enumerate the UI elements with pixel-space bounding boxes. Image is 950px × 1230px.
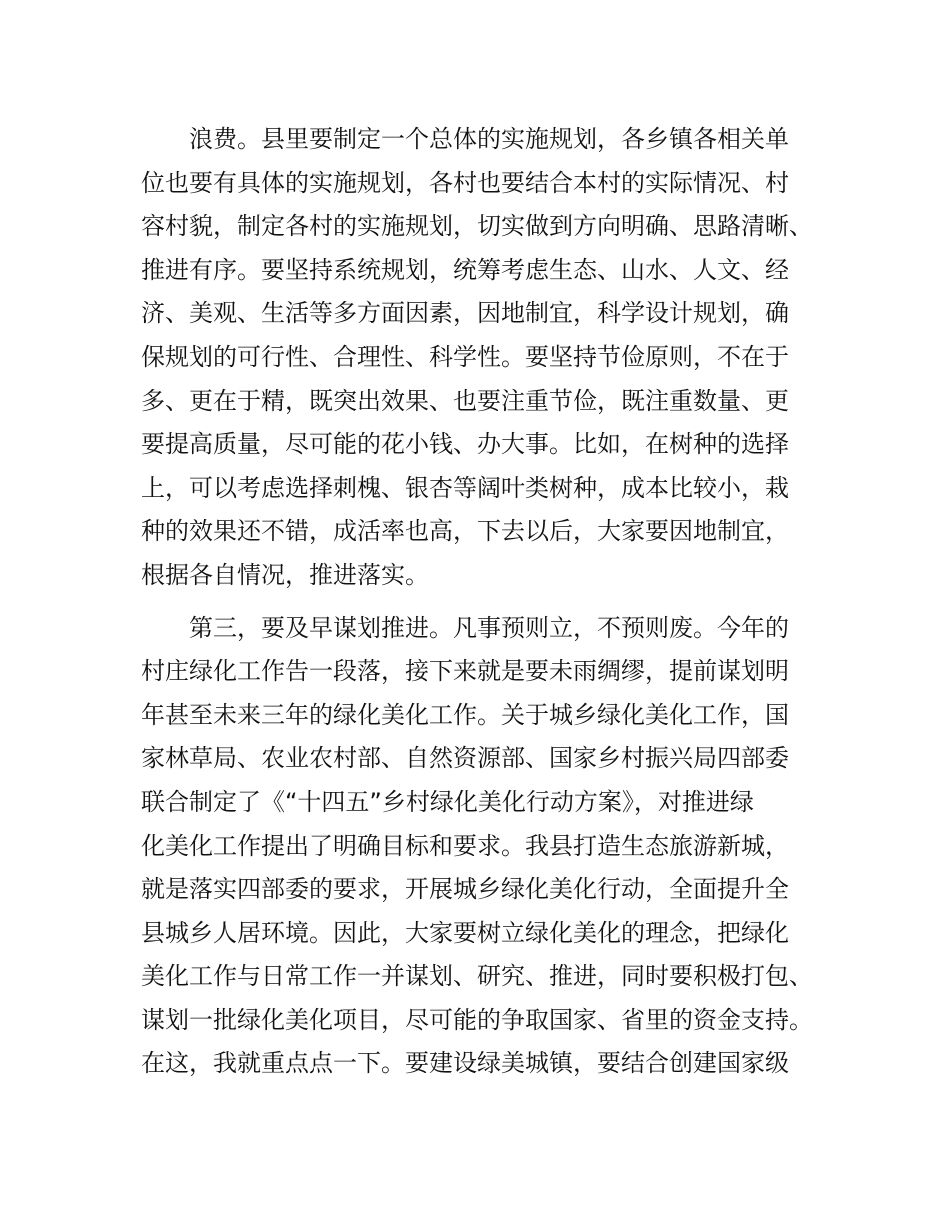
text-line: 根据各自情况，推进落实。 xyxy=(141,560,429,589)
text-line: 位也要有具体的实施规划，各村也要结合本村的实际情况、村 xyxy=(141,168,789,197)
text-line: 济、美观、生活等多方面因素，因地制宜，科学设计规划，确 xyxy=(141,299,789,328)
text-line: 谋划一批绿化美化项目，尽可能的争取国家、省里的资金支持。 xyxy=(141,1005,813,1034)
text-line: 容村貌，制定各村的实施规划，切实做到方向明确、思路清晰、 xyxy=(141,212,813,241)
text-line: 家林草局、农业农村部、自然资源部、国家乡村振兴局四部委 xyxy=(141,744,789,773)
text-line: 县城乡人居环境。因此，大家要树立绿化美化的理念，把绿化 xyxy=(141,918,789,947)
paragraph-spacer xyxy=(141,598,831,607)
text-line: 年甚至未来三年的绿化美化工作。关于城乡绿化美化工作，国 xyxy=(141,700,789,729)
paragraph-2 xyxy=(141,607,831,1087)
text-line: 村庄绿化工作告一段落，接下来就是要未雨绸缪，提前谋划明 xyxy=(141,657,789,686)
text-line: 美化工作与日常工作一并谋划、研究、推进，同时要积极打包、 xyxy=(141,962,813,991)
text-line: 要提高质量，尽可能的花小钱、办大事。比如，在树种的选择 xyxy=(141,430,789,459)
text-line: 种的效果还不错，成活率也高，下去以后，大家要因地制宜， xyxy=(141,517,789,546)
paragraph-1 xyxy=(141,118,831,598)
text-line: 推进有序。要坚持系统规划，统筹考虑生态、山水、人文、经 xyxy=(141,255,789,284)
text-line: 联合制定了《“十四五”乡村绿化美化行动方案》，对推进绿 xyxy=(141,787,754,816)
body-text xyxy=(141,118,831,1086)
text-line: 就是落实四部委的要求，开展城乡绿化美化行动，全面提升全 xyxy=(141,875,789,904)
text-line: 化美化工作提出了明确目标和要求。我县打造生态旅游新城， xyxy=(141,831,789,860)
text-line: 第三，要及早谋划推进。凡事预则立，不预则废。今年的 xyxy=(141,613,789,642)
text-line: 上，可以考虑选择刺槐、银杏等阔叶类树种，成本比较小，栽 xyxy=(141,473,789,502)
text-line: 在这，我就重点点一下。要建设绿美城镇，要结合创建国家级 xyxy=(141,1049,789,1078)
text-line: 多、更在于精，既突出效果、也要注重节俭，既注重数量、更 xyxy=(141,386,789,415)
text-line: 浪费。县里要制定一个总体的实施规划，各乡镇各相关单 xyxy=(141,125,789,153)
text-line: 保规划的可行性、合理性、科学性。要坚持节俭原则，不在于 xyxy=(141,342,789,371)
